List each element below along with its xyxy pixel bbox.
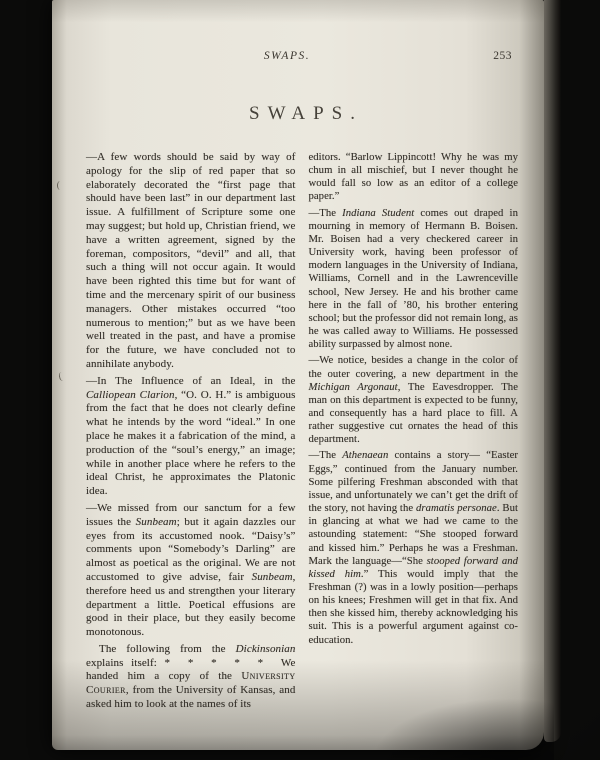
text-run: University Courier (86, 670, 296, 697)
paragraph (86, 375, 296, 499)
text-run: comes out draped in mourning in memory of Hermann B. Boisen. Mr. Boisen had a very checkered career in University work, having been professor of modern languages in the University of Indiana, Williams, Cornell and in the Lawrenceville school, New Jersey. He and his brother came here in the fall of ’80, his brother entering school; but the professor did not remain long, as he was called away to Williams. He possessed ability surpassed by almost none. (308, 206, 518, 351)
paragraph (309, 449, 519, 646)
text-run: —The (308, 206, 343, 219)
text-run: We handed him a copy of the (86, 656, 296, 683)
text-run: The following from the (99, 642, 236, 655)
text-run: , therefore heed us and strengthen your literary department a little. Poetical effusions are good in their place, but they easily become monotonous. (86, 570, 296, 639)
text-run: , “O. O. H.” is ambiguous from the fact that he does not clearly define what he intends by the word “ideal.” In one place he makes it a fabrication of the mind, a production of the “soul’s energy,” an image; while in another place where he refers to the ideal Christ, he approximates the Platonic idea. (86, 388, 296, 498)
column-right (309, 151, 519, 715)
text-run: , from the University of Kansas, and asked him to look at the names of its (86, 684, 296, 711)
paragraph (86, 643, 296, 712)
text-run: —The (308, 449, 343, 462)
paragraph (86, 502, 296, 640)
paragraph (309, 151, 519, 204)
column-left (86, 151, 296, 715)
text-run: —We notice, besides a change in the color of the outer covering, a new department in the (308, 354, 518, 380)
text-run: contains a story— “Easter Eggs,” continued from the January number. Some pilfering Freshman absconded with that issue, and unfortunately we can’t get the drift of the story, not having the (308, 449, 519, 515)
text-run: stooped forward and kissed him (308, 554, 518, 580)
text-run: dramatis personae (415, 502, 497, 515)
page-number: 253 (493, 50, 512, 62)
text-run: Indiana Student (342, 206, 415, 219)
text-run: Dickinsonian (235, 642, 296, 655)
text-run: , The Eavesdropper. The man on this department is expected to be funny, and consequently has a hard place to fill. A rather suggestive cut ornates the head of this department. (308, 380, 518, 446)
text-run: Calliopean Clarion (86, 388, 175, 401)
book-page-edge (544, 0, 561, 742)
text-run: Michigan Argonaut (308, 380, 398, 393)
paragraph (309, 207, 519, 352)
paragraph (309, 354, 519, 446)
text-run: * * * * * (164, 656, 281, 669)
text-run: ; but it again dazzles our eyes from its accustomed nook. “Daisy’s” comments upon “Somebody’s Darling” are almost as poetical as the original. We are not accustomed to give advise, fair (86, 515, 296, 583)
scanned-page (52, 0, 544, 750)
text-run: —We missed from our sanctum for a few issues the (86, 501, 296, 528)
text-run: explains itself: (86, 656, 165, 669)
text-columns (86, 151, 518, 715)
paragraph (86, 151, 296, 372)
page-title: SWAPS. (249, 103, 363, 124)
page-header (86, 50, 518, 67)
running-head: SWAPS. (263, 50, 311, 62)
text-run: editors. “Barlow Lippincott! Why he was my chum in all mischief, but I never thought he would fall so low as an editor of a college paper.” (308, 151, 518, 203)
text-run: .” This would imply that the Freshman (?) was in a lowly position—perhaps on his knees; Freshmen will get in that fix. And then she kissed him, thereby acknowledging his suit. This is a powerful argument against co-education. (308, 567, 518, 646)
scan-artifact (57, 181, 63, 190)
text-run: Sunbeam (251, 570, 293, 583)
text-run: —In The Influence of an Ideal, in the (86, 374, 296, 387)
text-run: Athenaean (342, 449, 389, 462)
text-run: —A few words should be said by way of apology for the slip of red paper that so elaborately decorated the “first page that should have been last” in our department last issue. A fulfillment of Scripture some one may suggest; but hold up, Christian friend, we have a written agreement, signed by the foreman, compositors, “devil” and all, that such a thing will not occur again. It would have been righted this time but for want of time and the mercenary spirit of our business managers. Other mistakes occurred “too numerous to mention;” but as we have been well treated in the past, and have a promise for the future, we have concluded not to annihilate anybody. (86, 151, 296, 370)
text-run: . But in glancing at what we had we came to the astounding statement: “She stooped forward and kissed him.” Perhaps he was a Freshman. Mark the language—“She (308, 502, 518, 567)
text-run: Sunbeam (135, 515, 177, 528)
